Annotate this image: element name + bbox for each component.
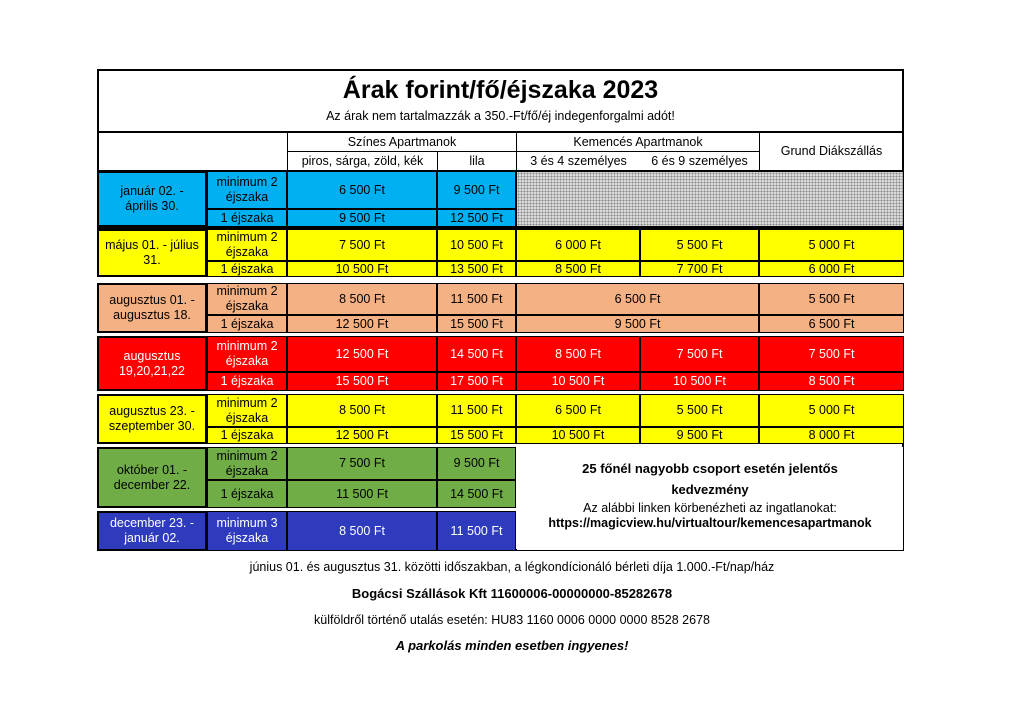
iban-info: külföldről történő utalás esetén: HU83 1160 0006 0000 0000 8528 2678	[314, 613, 710, 627]
note-line-2: kedvezmény	[671, 482, 749, 497]
price-cell: 15 500 Ft	[437, 427, 516, 444]
unavailable-area	[516, 171, 904, 227]
price-cell: 5 000 Ft	[759, 229, 904, 261]
price-cell: 8 000 Ft	[759, 427, 904, 444]
price-cell: 6 500 Ft	[516, 394, 640, 427]
price-cell: 6 000 Ft	[516, 229, 640, 261]
header-k69: 6 és 9 személyes	[651, 153, 748, 168]
one-night-label: 1 éjszaka	[207, 480, 287, 508]
price-cell: 7 500 Ft	[759, 336, 904, 372]
price-cell: 10 500 Ft	[287, 261, 437, 277]
price-cell: 11 500 Ft	[287, 480, 437, 508]
min-nights-label: minimum 2 éjszaka	[207, 229, 287, 261]
price-cell: 15 500 Ft	[287, 372, 437, 391]
header-kemences: Kemencés Apartmanok	[516, 133, 759, 151]
price-cell: 12 500 Ft	[437, 209, 516, 227]
price-cell: 9 500 Ft	[640, 427, 759, 444]
page-title: Árak forint/fő/éjszaka 2023	[342, 76, 659, 104]
header-lila: lila	[437, 152, 516, 170]
price-cell: 10 500 Ft	[437, 229, 516, 261]
price-cell: 13 500 Ft	[437, 261, 516, 277]
price-cell: 9 500 Ft	[437, 447, 516, 480]
price-cell: 8 500 Ft	[287, 394, 437, 427]
header-szines: Színes Apartmanok	[287, 133, 516, 151]
price-cell: 15 500 Ft	[437, 315, 516, 333]
price-cell: 8 500 Ft	[516, 336, 640, 372]
price-cell: 11 500 Ft	[437, 511, 516, 551]
price-cell: 8 500 Ft	[516, 261, 640, 277]
price-cell: 14 500 Ft	[437, 336, 516, 372]
price-cell: 6 500 Ft	[516, 283, 759, 315]
header-grund: Grund Diákszállás	[759, 133, 903, 170]
period-label: augusztus 01. - augusztus 18.	[97, 283, 207, 333]
one-night-label: 1 éjszaka	[207, 372, 287, 391]
period-label: május 01. - július 31.	[97, 229, 207, 277]
price-cell: 12 500 Ft	[287, 315, 437, 333]
price-cell: 9 500 Ft	[437, 171, 516, 209]
price-cell: 5 500 Ft	[759, 283, 904, 315]
one-night-label: 1 éjszaka	[207, 427, 287, 444]
price-cell: 9 500 Ft	[287, 209, 437, 227]
price-cell: 12 500 Ft	[287, 336, 437, 372]
period-label: augusztus 19,20,21,22	[97, 336, 207, 391]
price-cell: 8 500 Ft	[287, 511, 437, 551]
one-night-label: 1 éjszaka	[207, 315, 287, 333]
min-nights-label: minimum 3 éjszaka	[207, 511, 287, 551]
ac-notice: június 01. és augusztus 31. közötti időszakban, a légkondícionáló bérleti díja 1.000.-Ft/nap/ház	[249, 560, 775, 574]
price-cell: 8 500 Ft	[287, 283, 437, 315]
one-night-label: 1 éjszaka	[207, 261, 287, 277]
price-cell: 7 500 Ft	[287, 447, 437, 480]
one-night-label: 1 éjszaka	[207, 209, 287, 227]
price-cell: 7 500 Ft	[287, 229, 437, 261]
price-cell: 10 500 Ft	[640, 372, 759, 391]
period-label: január 02. - április 30.	[97, 171, 207, 227]
min-nights-label: minimum 2 éjszaka	[207, 283, 287, 315]
price-cell: 6 500 Ft	[287, 171, 437, 209]
price-cell: 5 000 Ft	[759, 394, 904, 427]
group-discount-note	[517, 447, 903, 550]
period-label: október 01. - december 22.	[97, 447, 207, 508]
company-account: Bogácsi Szállások Kft 11600006-00000000-85282678	[351, 586, 673, 601]
price-cell: 5 500 Ft	[640, 394, 759, 427]
price-cell: 12 500 Ft	[287, 427, 437, 444]
virtual-tour-link[interactable]: https://magicview.hu/virtualtour/kemencesapartmanok	[548, 516, 872, 530]
price-cell: 7 500 Ft	[640, 336, 759, 372]
price-cell: 6 500 Ft	[759, 315, 904, 333]
min-nights-label: minimum 2 éjszaka	[207, 394, 287, 427]
parking-notice: A parkolás minden esetben ingyenes!	[395, 638, 629, 653]
price-cell: 5 500 Ft	[640, 229, 759, 261]
title-block	[97, 69, 904, 132]
note-line-3: Az alábbi linken körbenézheti az ingatlanokat:	[583, 501, 837, 515]
price-cell: 7 700 Ft	[640, 261, 759, 277]
price-cell: 11 500 Ft	[437, 283, 516, 315]
price-cell: 9 500 Ft	[516, 315, 759, 333]
price-cell: 11 500 Ft	[437, 394, 516, 427]
header-k34: 3 és 4 személyes	[516, 152, 640, 170]
price-cell: 14 500 Ft	[437, 480, 516, 508]
price-cell: 10 500 Ft	[516, 372, 640, 391]
min-nights-label: minimum 2 éjszaka	[207, 171, 287, 209]
price-cell: 6 000 Ft	[759, 261, 904, 277]
price-cell: 8 500 Ft	[759, 372, 904, 391]
period-label: december 23. - január 02.	[97, 511, 207, 551]
min-nights-label: minimum 2 éjszaka	[207, 447, 287, 480]
min-nights-label: minimum 2 éjszaka	[207, 336, 287, 372]
note-line-1: 25 főnél nagyobb csoport esetén jelentős	[582, 461, 838, 476]
price-cell: 17 500 Ft	[437, 372, 516, 391]
price-cell: 10 500 Ft	[516, 427, 640, 444]
tax-notice: Az árak nem tartalmazzák a 350.-Ft/fő/éj indegenforgalmi adót!	[326, 109, 675, 123]
header-piros: piros, sárga, zöld, kék	[287, 152, 437, 170]
period-label: augusztus 23. - szeptember 30.	[97, 394, 207, 444]
